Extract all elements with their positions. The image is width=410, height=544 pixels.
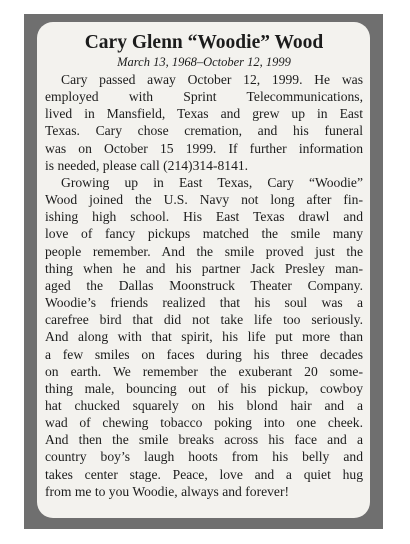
paragraph-2 <box>45 174 363 500</box>
text-line: thing when he and his partner Jack Presley man- <box>45 260 363 276</box>
text-line: Wood joined the U.S. Navy not long after fin- <box>45 192 363 208</box>
text-line: hat chucked squarely on his blond hair and a <box>45 397 363 413</box>
text-line: from me to you Woodie, always and forever! <box>45 483 290 499</box>
text-line: on earth. We remember the exuberant 20 some- <box>45 363 363 379</box>
text-line: is needed, please call (214)314-8141. <box>45 157 249 173</box>
text-line: Texas. Cary chose cremation, and his funeral <box>45 123 363 139</box>
obituary-title: Cary Glenn “Woodie” Wood <box>84 32 324 53</box>
text-line: people remember. And the smile proved just the <box>45 243 363 259</box>
text-line: Woodie’s friends realized that his soul was a <box>45 295 363 311</box>
text-line: was on October 15 1999. If further information <box>45 140 363 156</box>
text-line: aged the Dallas Moonstruck Theater Company. <box>45 277 363 293</box>
text-line: love of fancy pickups matched the smile many <box>45 226 363 242</box>
text-line: thing male, bouncing out of his pickup, cowboy <box>45 380 363 396</box>
text-line: And then the smile breaks across his face and a <box>45 432 363 448</box>
text-line: employed with Sprint Telecommunications, <box>45 89 363 105</box>
text-line: lived in Mansfield, Texas and grew up in East <box>45 106 363 122</box>
paragraph-1 <box>45 71 363 174</box>
text-line: Growing up in East Texas, Cary “Woodie” <box>61 174 363 190</box>
text-line: Cary passed away October 12, 1999. He was <box>61 72 363 87</box>
text-line: country boy’s laugh hoots from his belly and <box>45 449 363 465</box>
text-line: a few smiles on faces during his three decades <box>45 346 363 362</box>
text-line: wad of chewing tobacco poking into one cheek. <box>45 415 363 431</box>
text-line: ishing high school. His East Texas drawl and <box>45 209 363 225</box>
text-line: takes center stage. Peace, love and a quiet hug <box>45 466 363 482</box>
text-line: carefree bird that did not take life too seriously. <box>45 312 363 328</box>
obituary-clipping <box>37 22 370 518</box>
text-line: And along with that spirit, his life put more than <box>45 329 363 345</box>
obituary-dates: March 13, 1968–October 12, 1999 <box>117 55 291 69</box>
